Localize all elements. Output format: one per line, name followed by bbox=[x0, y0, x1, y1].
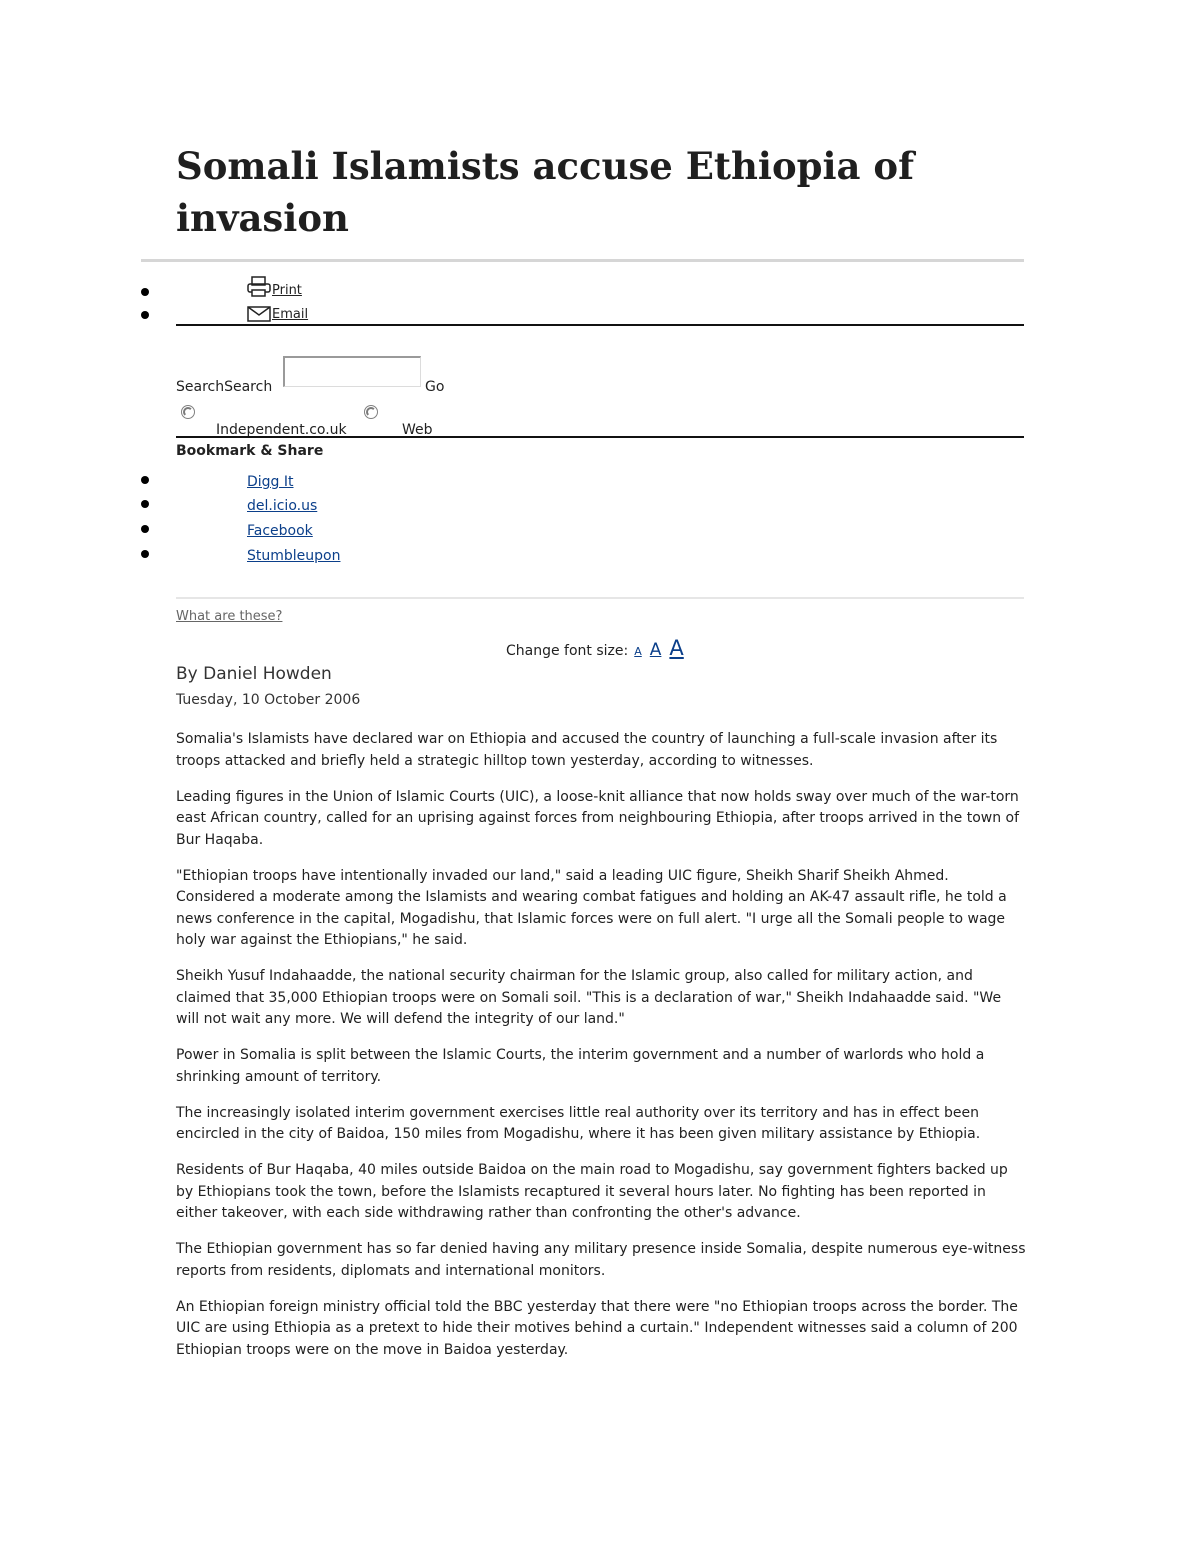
print-label: Print bbox=[272, 283, 302, 298]
article-paragraph: Leading figures in the Union of Islamic Courts (UIC), a loose-knit alliance that now holds sway over much of the war-torn east African country, called for an uprising against forces from neighbouring Ethiopia, after troops arrived in the town of Bur Haqaba. bbox=[176, 788, 1020, 848]
article-paragraph: Power in Somalia is split between the Islamic Courts, the interim government and a number of warlords who hold a shrinking amount of territory. bbox=[176, 1047, 985, 1085]
article-paragraph: An Ethiopian foreign ministry official told the BBC yesterday that there were "no Ethiopian troops across the border. The UIC are using Ethiopia as a pretext to hide their motives behind a curtain." Independent witnesses said a column of 200 Ethiopian troops were on the move in Baidoa yesterday. bbox=[176, 1298, 1018, 1358]
bookmark-divider bbox=[176, 597, 1024, 599]
font-size-label: Change font size: bbox=[506, 643, 629, 659]
article-paragraph: Residents of Bur Haqaba, 40 miles outside Baidoa on the main road to Mogadishu, say government fighters backed up by Ethiopians took the town, before the Islamists recaptured it several hours later. No fighting has been reported in either takeover, with each side withdrawing rather than confronting the other's advance. bbox=[176, 1162, 1008, 1221]
font-size-control bbox=[506, 636, 684, 660]
search-divider bbox=[176, 436, 1024, 438]
radio-independent-label: Independent.co.uk bbox=[216, 422, 347, 438]
list-bullet bbox=[141, 476, 149, 484]
share-link-stumbleupon[interactable]: Stumbleupon bbox=[247, 548, 341, 564]
article-date: Tuesday, 10 October 2006 bbox=[176, 692, 361, 708]
font-size-large[interactable]: A bbox=[669, 636, 684, 660]
radio-web[interactable] bbox=[364, 405, 378, 419]
share-link-facebook[interactable]: Facebook bbox=[247, 523, 313, 539]
radio-independent[interactable] bbox=[181, 405, 195, 419]
list-bullet bbox=[141, 500, 149, 508]
article-paragraph: The increasingly isolated interim government exercises little real authority over its territory and has in effect been encircled in the city of Baidoa, 150 miles from Mogadishu, where it has been given military assistance by Ethiopia. bbox=[176, 1104, 981, 1142]
font-size-medium[interactable]: A bbox=[649, 640, 662, 660]
list-bullet bbox=[141, 550, 149, 558]
list-bullet bbox=[141, 288, 149, 296]
what-are-these-link[interactable]: What are these? bbox=[176, 609, 283, 624]
radio-web-label: Web bbox=[402, 422, 433, 438]
tools-divider bbox=[176, 324, 1024, 326]
article-paragraph: Sheikh Yusuf Indahaadde, the national security chairman for the Islamic group, also called for military action, and claimed that 35,000 Ethiopian troops were on Somali soil. "This is a declaration of war," Sheikh Indahaadde said. "We will not wait any more. We will defend the integrity of our land." bbox=[176, 968, 1002, 1027]
printer-icon bbox=[247, 276, 271, 298]
go-button[interactable]: Go bbox=[425, 379, 445, 395]
list-bullet bbox=[141, 525, 149, 533]
article-body bbox=[176, 729, 1026, 1376]
title-divider bbox=[141, 259, 1024, 262]
share-link-delicious[interactable]: del.icio.us bbox=[247, 498, 318, 514]
article-paragraph: The Ethiopian government has so far denied having any military presence inside Somalia, despite numerous eye-witness reports from residents, diplomats and international monitors. bbox=[176, 1241, 1026, 1279]
envelope-icon bbox=[247, 306, 271, 322]
email-link[interactable] bbox=[247, 306, 308, 322]
bookmark-heading: Bookmark & Share bbox=[176, 443, 324, 459]
list-bullet bbox=[141, 311, 149, 319]
article-paragraph: "Ethiopian troops have intentionally invaded our land," said a leading UIC figure, Sheikh Sharif Sheikh Ahmed. Considered a moderate among the Islamists and wearing combat fatigues and holding an AK-47 assault rifle, he told a news conference in the capital, Mogadishu, that Islamic forces were on full alert. "I urge all the Somali people to wage holy war against the Ethiopians," he said. bbox=[176, 867, 1007, 948]
search-label: SearchSearch bbox=[176, 379, 273, 395]
article-byline: By Daniel Howden bbox=[176, 664, 332, 684]
font-size-small[interactable]: A bbox=[634, 645, 642, 658]
print-link[interactable] bbox=[247, 276, 302, 298]
article-paragraph: Somalia's Islamists have declared war on Ethiopia and accused the country of launching a full-scale invasion after its troops attacked and briefly held a strategic hilltop town yesterday, according to witnesses. bbox=[176, 731, 998, 769]
share-link-digg[interactable]: Digg It bbox=[247, 474, 294, 490]
email-label: Email bbox=[272, 307, 309, 322]
article-title: Somali Islamists accuse Ethiopia of invasion bbox=[176, 144, 915, 240]
search-input[interactable] bbox=[283, 356, 421, 387]
